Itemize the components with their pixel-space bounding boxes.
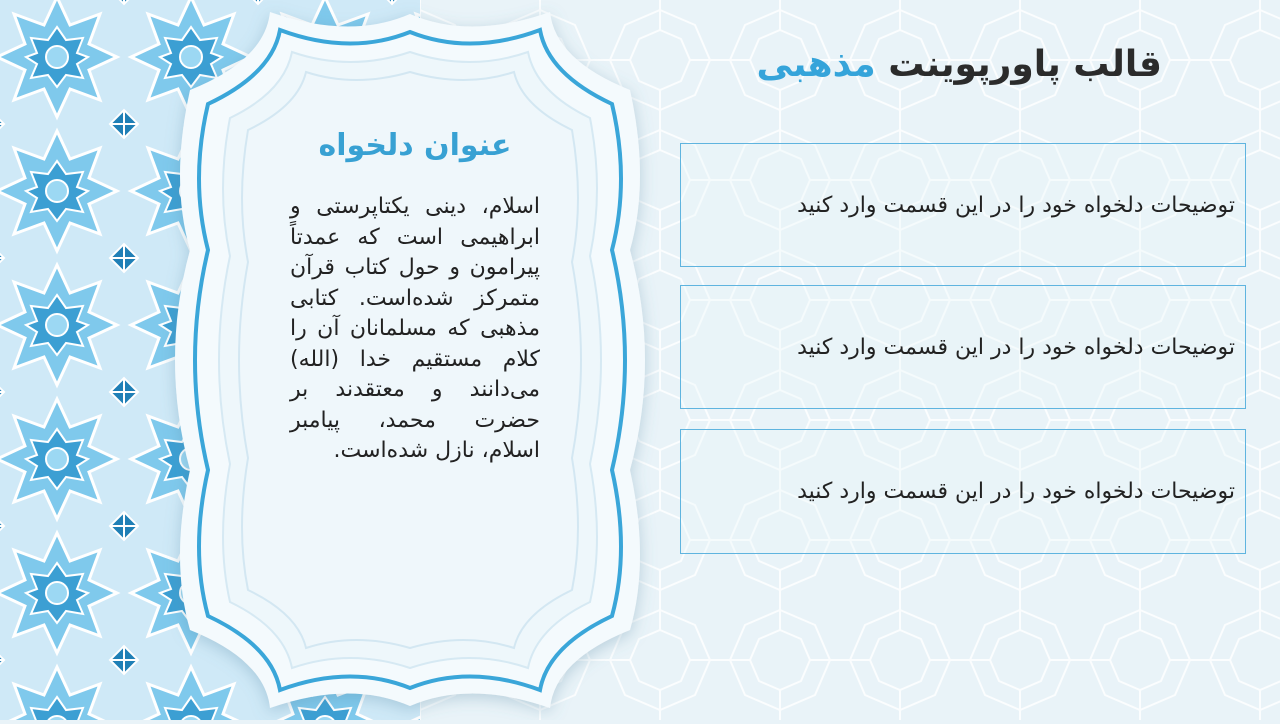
card-body-text: اسلام، دینی یکتاپرستی و ابراهیمی است که عمدتاً پیرامون و حول کتاب قرآن متمرکز شده‌است. کتابی مذهبی که مسلمانان آن را کلام مستقیم خدا (الله) می‌دانند و معتقدند بر حضرت محمد، پیامبر اسلام، نازل شده‌است.: [290, 194, 540, 463]
slide-title: [756, 40, 1162, 90]
description-box-3[interactable]: [680, 429, 1246, 554]
description-box-1[interactable]: [680, 143, 1246, 267]
description-box-2[interactable]: [680, 285, 1246, 409]
slide-title-main: قالب پاورپوینت: [888, 44, 1162, 85]
card-title: عنوان دلخواه: [318, 128, 512, 163]
frame-text-card: [290, 120, 540, 560]
description-text-2[interactable]: توضیحات دلخواه خود را در این قسمت وارد کنید: [797, 334, 1235, 360]
description-text-3[interactable]: توضیحات دلخواه خود را در این قسمت وارد کنید: [797, 479, 1235, 504]
description-text-1[interactable]: توضیحات دلخواه خود را در این قسمت وارد کنید: [797, 192, 1235, 218]
slide-title-accent: مذهبی: [756, 44, 876, 85]
